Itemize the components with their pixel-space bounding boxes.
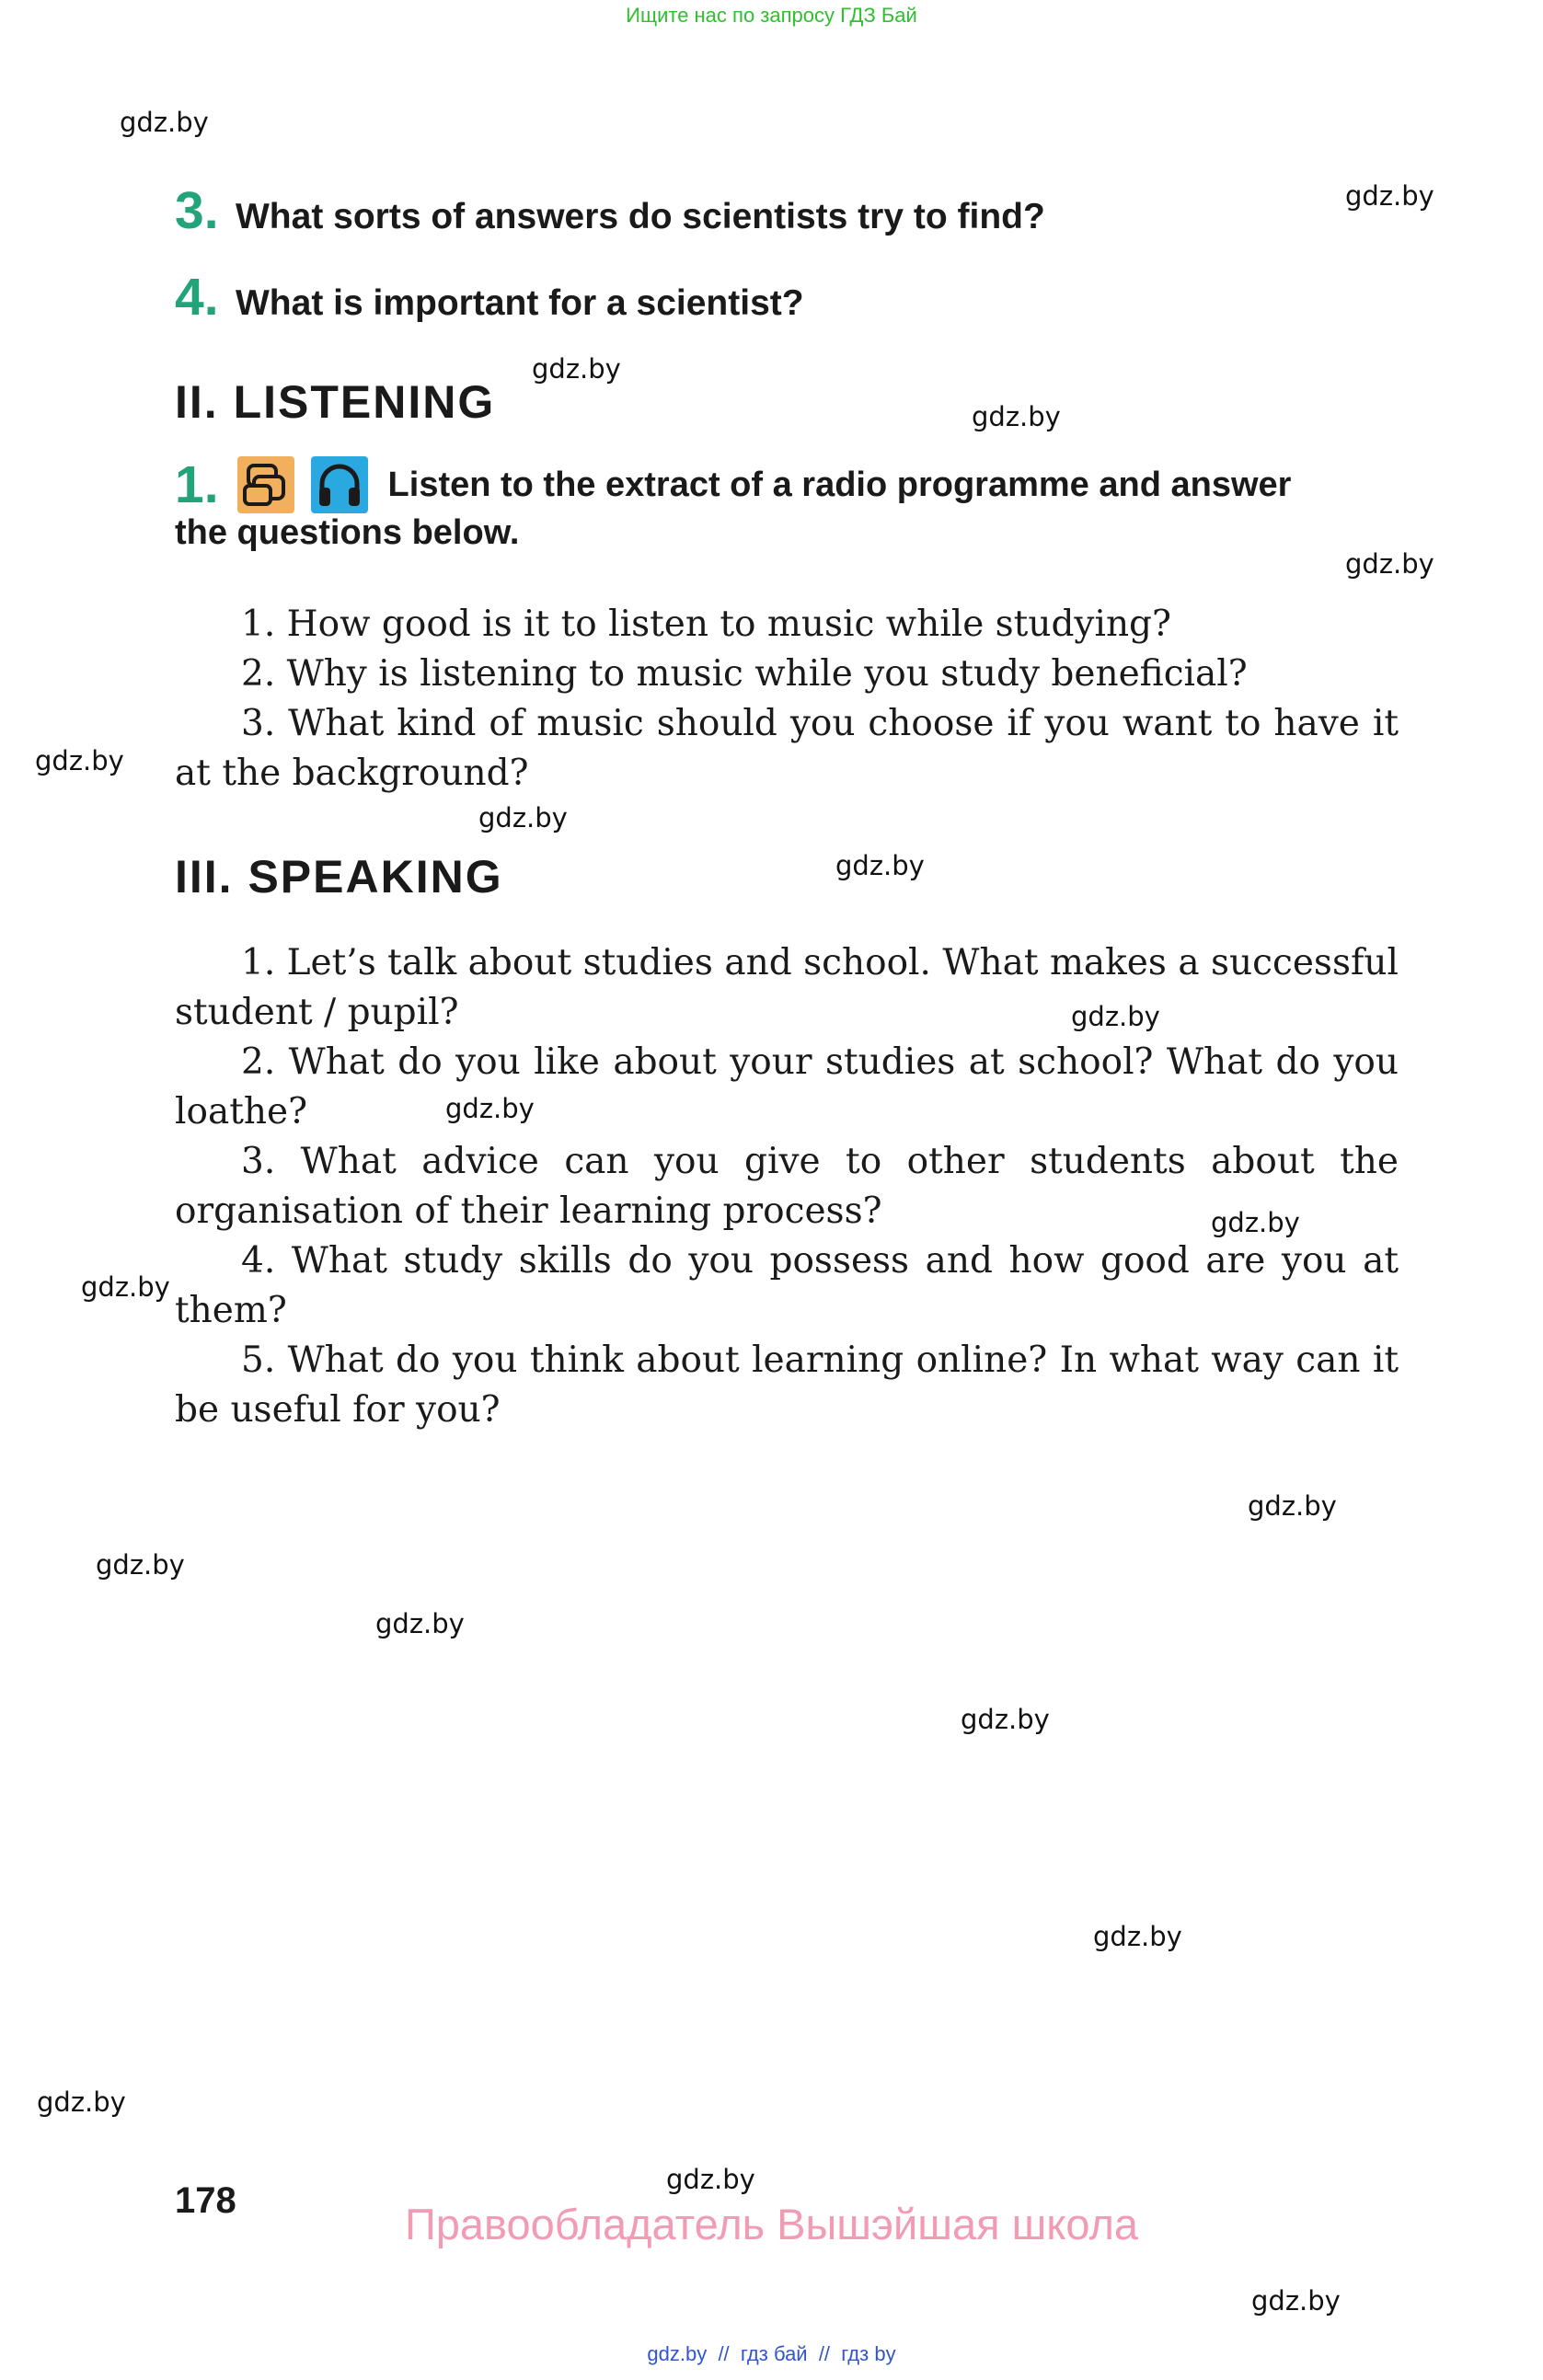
page-number: 178 (175, 2180, 236, 2221)
list-item: 3. What kind of music should you choose if you want to have it at the background? (175, 703, 1399, 794)
group-work-icon (237, 456, 294, 513)
watermark: gdz.by (1093, 1921, 1182, 1952)
watermark: gdz.by (835, 850, 925, 881)
question-text: What is important for a scientist? (236, 283, 804, 323)
watermark: gdz.by (35, 745, 124, 776)
task-instruction-continued: the questions below. (175, 513, 520, 552)
listening-questions (175, 600, 1399, 799)
watermark: gdz.by (1251, 2285, 1341, 2317)
question-number: 4. (175, 268, 219, 327)
question-number: 3. (175, 181, 219, 240)
list-item: 1. How good is it to listen to music while studying? (241, 604, 1171, 645)
rights-holder: Правообладатель Вышэйшая школа (404, 2200, 1139, 2248)
task-instruction: Listen to the extract of a radio programme and answer (387, 465, 1292, 504)
watermark: gdz.by (1345, 548, 1434, 580)
watermark: gdz.by (1248, 1490, 1337, 1522)
list-item: 5. What do you think about learning online? In what way can it be useful for you? (175, 1339, 1399, 1431)
watermark: gdz.by (666, 2164, 755, 2195)
question-3 (175, 180, 1045, 241)
footer-links[interactable]: gdz.by // гдз бай // гдз by (647, 2342, 896, 2365)
watermark: gdz.by (445, 1093, 535, 1124)
watermark: gdz.by (478, 802, 568, 834)
list-item: 3. What advice can you give to other students about the organisation of their learning process? (175, 1141, 1399, 1232)
watermark: gdz.by (961, 1704, 1050, 1735)
watermark: gdz.by (972, 401, 1061, 432)
watermark: gdz.by (532, 353, 621, 385)
header-search-hint[interactable]: Ищите нас по запросу ГДЗ Бай (626, 4, 917, 27)
section-heading-listening: II. LISTENING (175, 376, 496, 428)
speaking-questions (175, 938, 1399, 1435)
list-item: 2. What do you like about your studies at school? What do you loathe? (175, 1041, 1399, 1133)
watermark: gdz.by (1211, 1207, 1300, 1238)
watermark: gdz.by (120, 107, 209, 138)
headphones-icon (311, 456, 368, 513)
question-4 (175, 267, 804, 328)
section-heading-speaking: III. SPEAKING (175, 851, 503, 903)
watermark: gdz.by (37, 2087, 126, 2118)
list-item: 4. What study skills do you possess and how good are you at them? (175, 1240, 1399, 1331)
watermark: gdz.by (1071, 1001, 1160, 1032)
task-number: 1. (175, 455, 219, 514)
watermark: gdz.by (96, 1549, 185, 1581)
list-item: 2. Why is listening to music while you study beneficial? (241, 653, 1248, 695)
listening-task (175, 454, 1399, 553)
question-text: What sorts of answers do scientists try to find? (236, 197, 1045, 236)
list-item: 1. Let’s talk about studies and school. What makes a successful student / pupil? (175, 942, 1399, 1033)
watermark: gdz.by (81, 1271, 170, 1303)
watermark: gdz.by (1345, 180, 1434, 212)
watermark: gdz.by (375, 1608, 465, 1639)
